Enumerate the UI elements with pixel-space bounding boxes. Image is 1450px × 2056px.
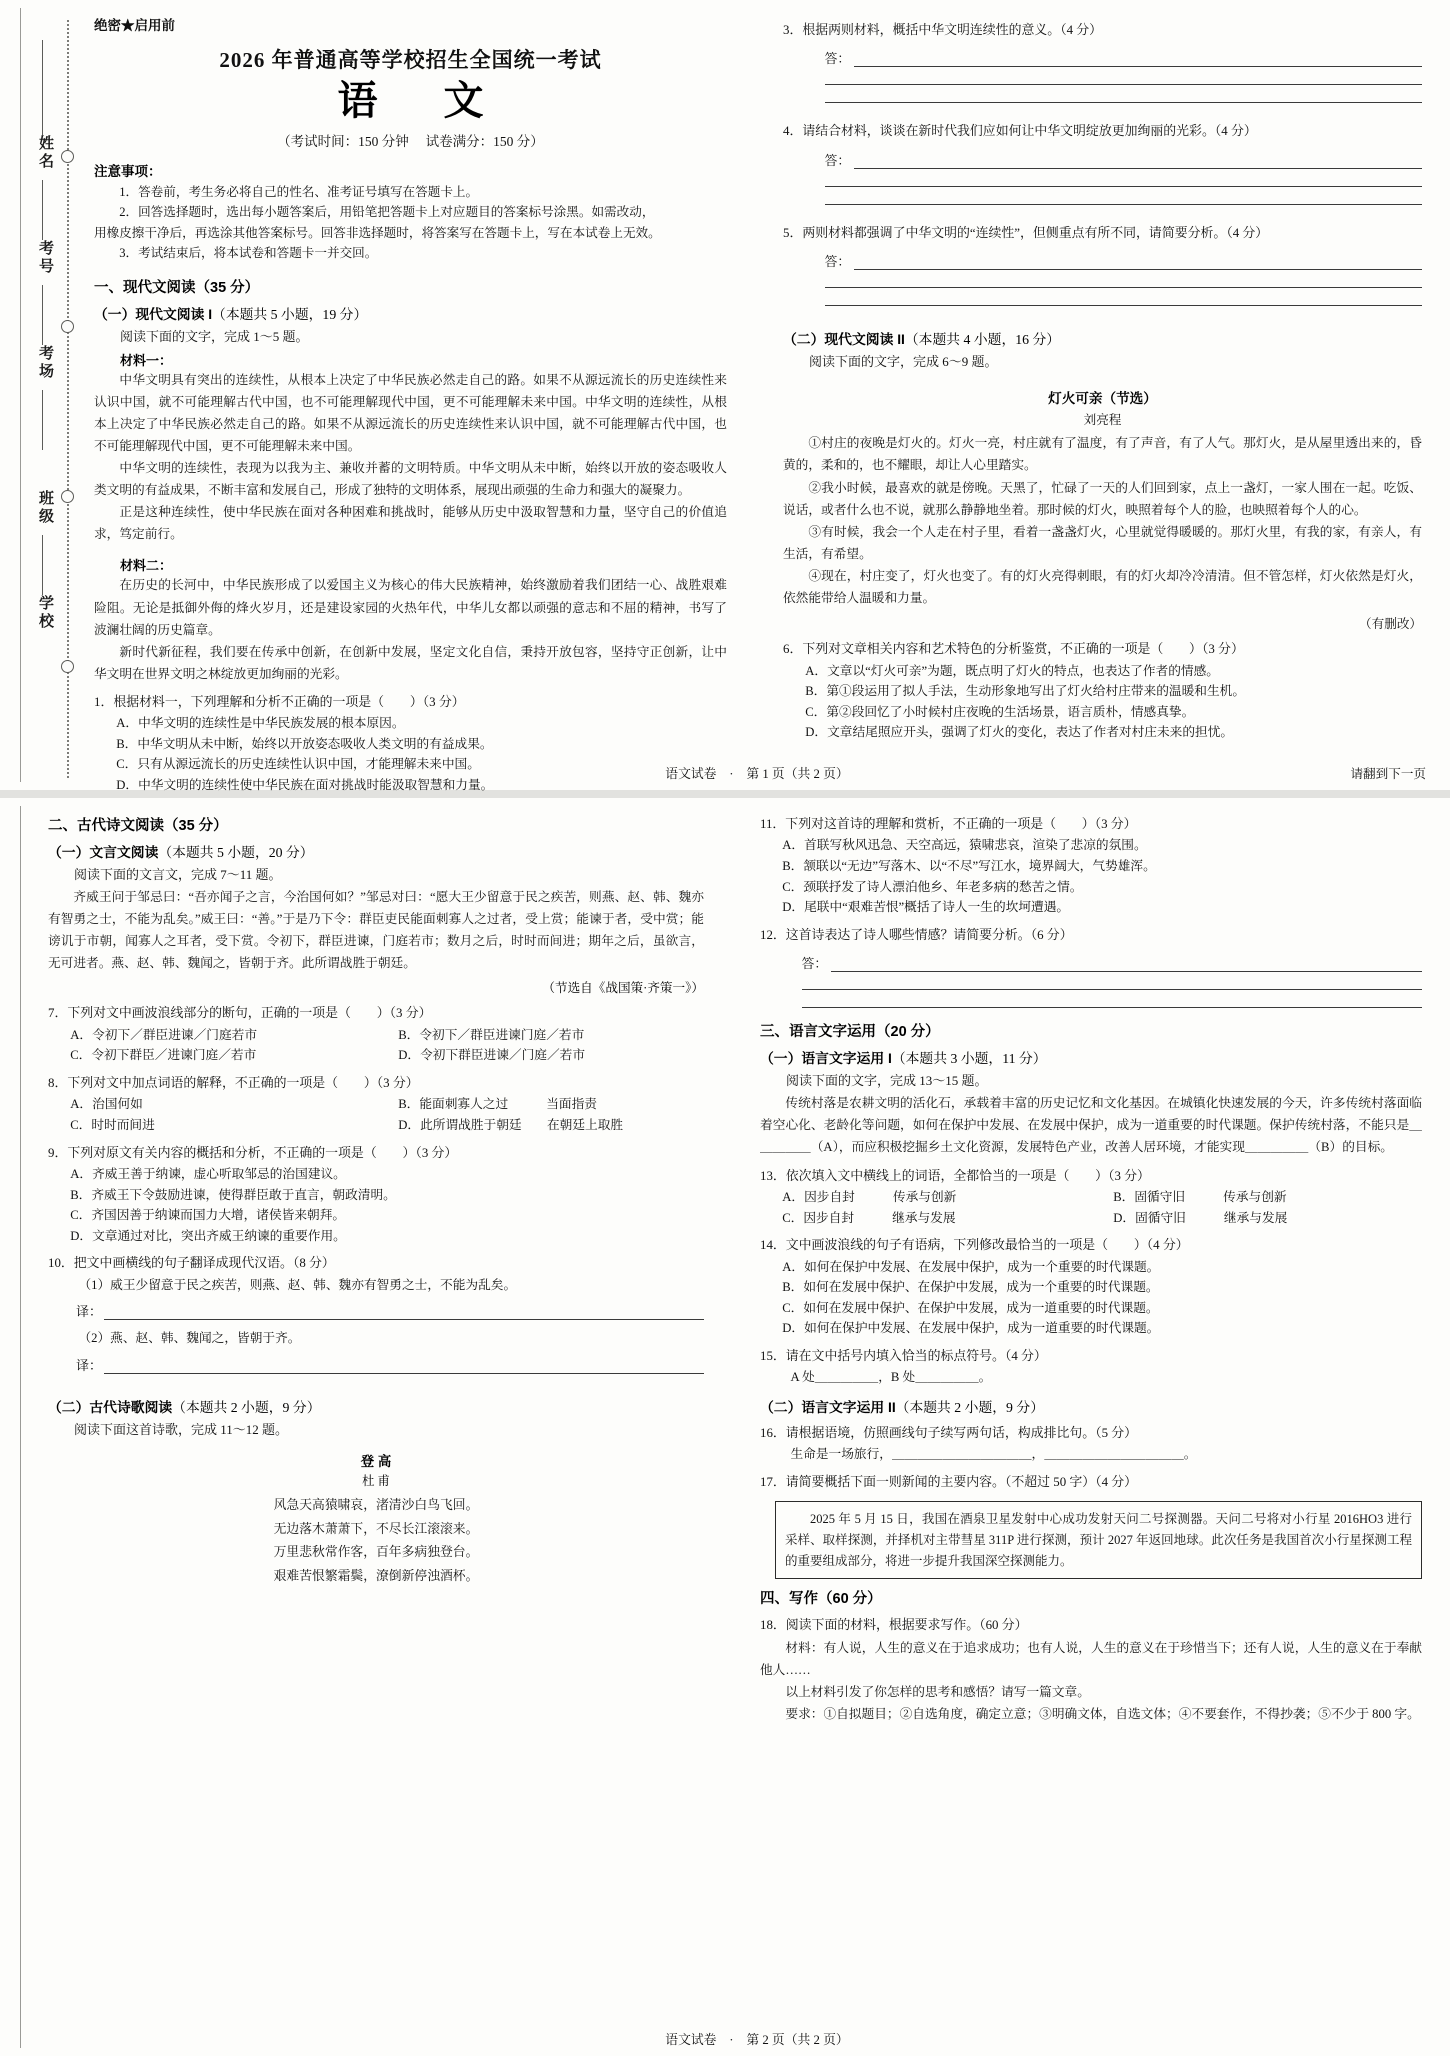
seal-divider-line	[42, 40, 43, 135]
article-source: （有删改）	[1359, 617, 1422, 632]
question-4-answer-row[interactable]	[783, 150, 1422, 169]
question-16: 16．请根据语境，仿照画线句子续写两句话，构成排比句。（5 分）	[760, 1425, 1138, 1440]
page1-footer	[86, 763, 1428, 782]
question-14-option-a[interactable]: A．如何在保护中发展、在发展中保护，成为一个重要的时代课题。	[782, 1259, 1160, 1274]
page2-footer	[86, 2029, 1428, 2048]
question-13-option-b[interactable]: B．固循守旧 传承与创新	[1113, 1189, 1287, 1204]
language-passage: 传统村落是农耕文明的活化石，承载着丰富的历史记忆和文化基因。在城镇化快速发展的今天，许多传统村落面临着空心化、老龄化等问题，如何在保护中发展、在发展中保护，成为一道重要的时代课题。保护传统村落，不能只是＿＿＿＿＿（A），而应积极挖掘乡土文化资源，发展特色产业，改善人居环境，才能实现＿＿＿＿＿（B）的目标。	[760, 1096, 1422, 1155]
question-7-option-c[interactable]: C．令初下群臣／进谏门庭／若市	[70, 1048, 257, 1063]
article-para: ②我小时候，最喜欢的就是傍晚。天黑了，忙碌了一天的人们回到家，点上一盏灯，一家人围在一起。吃饭、说话，或者什么也不说，就那么静静地坐着。那时候的灯火，映照着每个人的脸，也映照着每个人的心。	[783, 480, 1422, 517]
question-4: 4．请结合材料，谈谈在新时代我们应如何让中华文明绽放更加绚丽的光彩。（4 分）	[783, 124, 1257, 139]
answer-label: 答：	[824, 52, 851, 67]
page1-footer-text: 语文试卷 · 第 1 页（共 2 页）	[665, 767, 849, 781]
question-3-answer-row[interactable]	[783, 48, 1422, 67]
seal-label-school: 学校	[37, 595, 54, 631]
turn-page-note: 请翻到下一页	[1350, 767, 1426, 781]
reading-instruction: 阅读下面的文字，完成 13～15 题。	[786, 1073, 988, 1089]
answer-blank-line[interactable]	[825, 186, 1422, 187]
seal-hole-circle	[61, 320, 74, 333]
page2-footer-text: 语文试卷 · 第 2 页（共 2 页）	[665, 2033, 849, 2047]
question-1-option-d[interactable]: D．中华文明的连续性使中华民族在面对挑战时能汲取智慧和力量。	[116, 778, 494, 793]
article-para: ③有时候，我会一个人走在村子里，看着一盏盏灯火，心里就觉得暖暖的。那灯火里，有我的家，有亲人，有生活，有希望。	[783, 524, 1422, 561]
exam-page-1	[0, 0, 1450, 793]
question-8-options-row-2	[48, 1115, 704, 1136]
question-14: 14．文中画波浪线的句子有语病，下列修改最恰当的一项是（ ）（4 分）	[760, 1238, 1189, 1253]
subsection-heading-3-2	[760, 1396, 1422, 1416]
question-13-option-a[interactable]: A．因步自封 传承与创新	[782, 1189, 957, 1204]
answer-blank-line[interactable]	[854, 155, 1422, 169]
subsection-label: （一）文言文阅读	[48, 845, 159, 860]
question-11-option-a[interactable]: A．首联写秋风迅急、天空高远，猿啸悲哀，渲染了悲凉的氛围。	[782, 838, 1147, 853]
translate-blank-line[interactable]	[104, 1307, 704, 1320]
seal-hole-circle	[61, 150, 74, 163]
seal-margin-strip	[0, 0, 78, 790]
exam-meta: （考试时间：150 分钟 试卷满分：150 分）	[277, 134, 544, 149]
question-7-options-row-2	[48, 1045, 704, 1066]
answer-blank-line[interactable]	[825, 204, 1422, 205]
question-10-translate-row-1[interactable]	[76, 1301, 704, 1320]
notes-heading: 注意事项：	[94, 164, 162, 179]
reading-instruction: 阅读下面这首诗歌，完成 11～12 题。	[74, 1421, 289, 1437]
exam-title: 2026 年普通高等学校招生全国统一考试	[219, 48, 602, 72]
answer-label: 答：	[824, 255, 851, 270]
question-8-option-a[interactable]: A．治国何如	[70, 1097, 143, 1112]
answer-blank-line[interactable]	[854, 256, 1422, 270]
question-8-option-c[interactable]: C．时时而间进	[70, 1118, 155, 1133]
question-13-options-row-2	[760, 1208, 1422, 1229]
seal-outer-rule	[20, 806, 21, 2048]
reading-instruction: 阅读下面的文字，完成 1～5 题。	[120, 328, 309, 344]
subsection-heading-1-1	[94, 303, 727, 323]
material-1-para: 中华文明的连续性，表现为以我为主、兼收并蓄的文明特质。中华文明从未中断，始终以开放的姿态吸收人类文明的有益成果，不断丰富和发展自己，形成了独特的文明体系，展现出顽强的生命力和强大的凝聚力。	[94, 461, 727, 498]
question-12-answer-row[interactable]	[760, 953, 1422, 972]
seal-outer-rule	[20, 8, 21, 782]
question-7-option-b[interactable]: B．令初下／群臣进谏门庭／若市	[398, 1027, 585, 1042]
question-9-option-d[interactable]: D．文章通过对比，突出齐威王纳谏的重要作用。	[70, 1228, 346, 1243]
question-3: 3．根据两则材料，概括中华文明连续性的意义。（4 分）	[783, 23, 1103, 37]
question-5: 5．两则材料都强调了中华文明的“连续性”，但侧重点有所不同，请简要分析。（4 分）	[783, 225, 1269, 240]
seal-label-class: 班级	[37, 490, 54, 526]
question-9-option-c[interactable]: C．齐国因善于纳谏而国力大增，诸侯皆来朝拜。	[70, 1208, 346, 1223]
subsection-heading-1-2	[783, 328, 1422, 348]
question-8-options-row-1	[48, 1094, 704, 1115]
answer-blank-line[interactable]	[825, 84, 1422, 85]
question-18: 18．阅读下面的材料，根据要求写作。（60 分）	[760, 1618, 1028, 1633]
secret-notice: 绝密★启用前	[94, 18, 175, 33]
material-2-para: 在历史的长河中，中华民族形成了以爱国主义为核心的伟大民族精神，始终激励着我们团结一心、战胜艰难险阻。无论是抵御外侮的烽火岁月，还是建设家园的火热年代，中华儿女都以顽强的意志和不屈的精神，书写了波澜壮阔的历史篇章。	[94, 578, 727, 637]
question-10-item-1: （1）威王少留意于民之疾苦，则燕、赵、韩、魏亦有智勇之士，不能为乱矣。	[78, 1277, 517, 1292]
question-7-options-row-1	[48, 1025, 704, 1046]
page1-right-column	[757, 14, 1428, 756]
subsection-label: （二）古代诗歌阅读	[48, 1399, 173, 1415]
question-7-option-a[interactable]: A．令初下／群臣进谏／门庭若市	[70, 1027, 258, 1042]
question-1: 1．根据材料一，下列理解和分析不正确的一项是（ ）（3 分）	[94, 694, 465, 709]
question-12: 12．这首诗表达了诗人哪些情感？请简要分析。（6 分）	[760, 927, 1073, 942]
material-1-para: 正是这种连续性，使中华民族在面对各种困难和挑战时，能够从历史中汲取智慧和力量，坚守自己的价值追求，笃定前行。	[94, 505, 727, 542]
section-heading-1: 一、现代文阅读（35 分）	[94, 279, 260, 296]
subsection-detail: （本题共 2 小题，9 分）	[895, 1399, 1044, 1415]
question-6-option-b[interactable]: B．第①段运用了拟人手法，生动形象地写出了灯火给村庄带来的温暖和生机。	[805, 684, 1246, 699]
question-1-option-c[interactable]: C．只有从源远流长的历史连续性认识中国，才能理解未来中国。	[116, 757, 480, 772]
news-excerpt-box	[775, 1501, 1422, 1579]
subsection-detail: （本题共 3 小题，11 分）	[891, 1051, 1047, 1067]
section-heading-4: 四、写作（60 分）	[760, 1591, 882, 1608]
question-8: 8．下列对文中加点词语的解释，不正确的一项是（ ）（3 分）	[48, 1076, 419, 1091]
subject-title: 语 文	[337, 78, 512, 123]
question-10-item-2: （2）燕、赵、韩、魏闻之，皆朝于齐。	[78, 1331, 301, 1346]
material-2-para: 新时代新征程，我们要在传承中创新，在创新中发展，坚定文化自信，秉持开放包容，坚持守正创新，让中华文明在世界文明之林绽放更加绚丽的光彩。	[94, 644, 727, 681]
poem-line: 万里悲秋常作客，百年多病独登台。	[273, 1545, 479, 1560]
question-8-option-b[interactable]: B．能面刺寡人之过 当面指责	[398, 1097, 597, 1112]
translate-label: 译：	[76, 1358, 102, 1373]
answer-blank-line[interactable]	[831, 958, 1422, 972]
material-1-label: 材料一：	[120, 352, 173, 368]
poem-author: 杜 甫	[362, 1474, 390, 1489]
subsection-label: （二）语言文字运用 II	[760, 1399, 896, 1415]
question-17: 17．请简要概括下面一则新闻的主要内容。（不超过 50 字）（4 分）	[760, 1474, 1138, 1489]
note-item-continued: 用橡皮擦干净后，再选涂其他答案标号。回答非选择题时，将答案写在答题卡上，写在本试卷上无效。	[94, 225, 661, 240]
poem-line: 无边落木萧萧下，不尽长江滚滚来。	[273, 1521, 479, 1536]
page2-columns	[40, 812, 1428, 2022]
subsection-heading-3-1	[760, 1047, 1422, 1067]
note-item: 2．回答选择题时，选出每小题答案后，用铅笔把答题卡上对应题目的答案标号涂黑。如需改动，	[119, 205, 655, 220]
translate-blank-line[interactable]	[104, 1361, 704, 1374]
subsection-detail: （本题共 2 小题，9 分）	[172, 1399, 321, 1415]
answer-blank-line[interactable]	[802, 1007, 1422, 1008]
question-6-option-c[interactable]: C．第②段回忆了小时候村庄夜晚的生活场景，语言质朴，情感真挚。	[805, 704, 1195, 719]
essay-material: 材料：有人说，人生的意义在于追求成功；也有人说，人生的意义在于珍惜当下；还有人说，人生的意义在于奉献他人……	[760, 1640, 1422, 1677]
question-15: 15．请在文中括号内填入恰当的标点符号。（4 分）	[760, 1348, 1047, 1363]
translate-label: 译：	[76, 1305, 102, 1320]
seal-divider-line	[42, 535, 43, 595]
question-1-option-a[interactable]: A．中华文明的连续性是中华民族发展的根本原因。	[116, 716, 405, 731]
seal-label-exam-number: 考号	[37, 240, 54, 276]
question-7: 7．下列对文中画波浪线部分的断句，正确的一项是（ ）（3 分）	[48, 1006, 432, 1021]
answer-blank-line[interactable]	[854, 53, 1422, 67]
page2-right-column	[734, 812, 1428, 2022]
question-13-option-d[interactable]: D．固循守旧 继承与发展	[1113, 1210, 1288, 1225]
classical-text-para: 齐威王问于邹忌曰：“吾亦闻子之言，今治国何如？”邹忌对曰：“愿大王少留意于民之疾苦，则燕、赵、韩、魏亦有智勇之士，不能为乱矣。”威王曰：“善。”于是乃下令：群臣吏民能面刺寡人之过者，受上赏；能谏于者，受中赏；能谤讥于市朝，闻寡人之耳者，受下赏。令初下，群臣进谏，门庭若市；数月之后，时时而间进；期年之后，虽欲言，无可进者。燕、赵、韩、魏闻之，皆朝于齐。此所谓战胜于朝廷。	[48, 890, 704, 971]
note-item: 3．考试结束后，将本试卷和答题卡一并交回。	[119, 246, 378, 261]
question-11: 11．下列对这首诗的理解和赏析，不正确的一项是（ ）（3 分）	[760, 817, 1137, 831]
question-11-option-b[interactable]: B．颔联以“无边”写落木、以“不尽”写江水，境界阔大，气势雄浑。	[782, 859, 1156, 873]
subsection-detail: （本题共 5 小题，20 分）	[158, 845, 314, 860]
article-para: ①村庄的夜晚是灯火的。灯火一亮，村庄就有了温度，有了声音，有了人气。那灯火，是从屋里透出来的，昏黄的，柔和的，也不耀眼，却让人心里踏实。	[783, 436, 1422, 473]
news-excerpt-text: 2025 年 5 月 15 日，我国在酒泉卫星发射中心成功发射天问二号探测器。天问二号将对小行星 2016HO3 进行采样、取样探测，并择机对主带彗星 311P 进行探测，预计 2027 年返回地球。此次任务是我国首次小行星探测工程的重要组成部分，将进一步提升我国深空探测能力。	[785, 1512, 1412, 1568]
subsection-label: （一）现代文阅读 I	[94, 306, 213, 322]
answer-blank-line[interactable]	[825, 102, 1422, 103]
question-16-answer-line[interactable]: 生命是一场旅行，＿＿＿＿＿＿＿＿＿＿＿，＿＿＿＿＿＿＿＿＿＿＿。	[790, 1447, 1197, 1462]
material-2-label: 材料二：	[120, 558, 173, 574]
question-5-answer-row[interactable]	[783, 251, 1422, 270]
seal-divider-line	[42, 285, 43, 345]
article-title: 灯火可亲（节选）	[1048, 391, 1157, 407]
question-9-option-a[interactable]: A．齐威王善于纳谏，虚心听取邹忌的治国建议。	[70, 1167, 346, 1182]
question-11-option-d[interactable]: D．尾联中“艰难苦恨”概括了诗人一生的坎坷遭遇。	[782, 900, 1070, 915]
question-10-translate-row-2[interactable]	[76, 1355, 704, 1374]
classical-text-source: （节选自《战国策·齐策一》）	[542, 981, 704, 996]
question-6-option-a[interactable]: A．文章以“灯火可亲”为题，既点明了灯火的特点，也表达了作者的情感。	[805, 663, 1219, 678]
question-6-option-d[interactable]: D．文章结尾照应开头，强调了灯火的变化，表达了作者对村庄未来的担忧。	[805, 725, 1234, 740]
question-14-option-c[interactable]: C．如何在发展中保护、在保护中发展，成为一道重要的时代课题。	[782, 1300, 1159, 1315]
question-9: 9．下列对原文有关内容的概括和分析，不正确的一项是（ ）（3 分）	[48, 1145, 458, 1160]
answer-blank-line[interactable]	[825, 287, 1422, 288]
answer-blank-line[interactable]	[825, 305, 1422, 306]
question-15-answer-line[interactable]: A 处＿＿＿＿＿，B 处＿＿＿＿＿。	[790, 1370, 992, 1385]
article-author: 刘亮程	[1083, 413, 1122, 428]
question-14-option-d[interactable]: D．如何在保护中发展、在发展中保护，成为一道重要的时代课题。	[782, 1321, 1160, 1336]
poem-line: 艰难苦恨繁霜鬓，潦倒新停浊酒杯。	[273, 1569, 479, 1584]
answer-blank-line[interactable]	[802, 989, 1422, 990]
question-1-option-b[interactable]: B．中华文明从未中断，始终以开放姿态吸收人类文明的有益成果。	[116, 736, 493, 751]
reading-instruction: 阅读下面的文字，完成 6～9 题。	[809, 354, 998, 370]
question-14-option-b[interactable]: B．如何在发展中保护、在保护中发展，成为一个重要的时代课题。	[782, 1280, 1159, 1295]
question-6: 6．下列对文章相关内容和艺术特色的分析鉴赏，不正确的一项是（ ）（3 分）	[783, 642, 1244, 657]
poem-line: 风急天高猿啸哀，渚清沙白鸟飞回。	[273, 1498, 479, 1513]
seal-hole-circle	[61, 490, 74, 503]
essay-requirements: 要求：①自拟题目；②自选角度，确定立意；③明确文体，自选文体；④不要套作，不得抄袭；⑤不少于 800 字。	[785, 1706, 1420, 1721]
subsection-detail: （本题共 4 小题，16 分）	[904, 332, 1061, 348]
section-heading-2: 二、古代诗文阅读（35 分）	[48, 818, 228, 834]
subsection-heading-2-2	[48, 1396, 704, 1416]
seal-hole-circle	[61, 660, 74, 673]
essay-prompt: 以上材料引发了你怎样的思考和感悟？请写一篇文章。	[785, 1684, 1090, 1699]
question-13-options-row-1	[760, 1187, 1422, 1208]
question-11-option-c[interactable]: C．颈联抒发了诗人漂泊他乡、年老多病的愁苦之情。	[782, 879, 1083, 894]
question-8-option-d[interactable]: D．此所谓战胜于朝廷 在朝廷上取胜	[398, 1118, 624, 1133]
material-1-para: 中华文明具有突出的连续性，从根本上决定了中华民族必然走自己的路。如果不从源远流长的历史连续性来认识中国，就不可能理解古代中国，也不可能理解现代中国，更不可能理解未来中国。中华文明的连续性，从根本上决定了中华民族必然走自己的路。如果不从源远流长的历史连续性来认识中国，就不可能理解古代中国，也不可能理解现代中国，更不可能理解未来中国。	[94, 372, 727, 453]
question-9-option-b[interactable]: B．齐威王下令鼓励进谏，使得群臣敢于直言，朝政清明。	[70, 1187, 396, 1202]
subsection-label: （二）现代文阅读 II	[783, 332, 905, 348]
page2-left-column	[40, 812, 734, 2022]
seal-label-exam-room: 考场	[37, 345, 54, 381]
exam-page-2	[0, 798, 1450, 2056]
question-10: 10．把文中画横线的句子翻译成现代汉语。（8 分）	[48, 1256, 335, 1271]
answer-label: 答：	[824, 153, 851, 168]
poem-title: 登 高	[360, 1454, 392, 1470]
seal-divider-line	[42, 180, 43, 240]
section-heading-3: 三、语言文字运用（20 分）	[760, 1024, 940, 1041]
question-13-option-c[interactable]: C．因步自封 继承与发展	[782, 1210, 956, 1225]
subsection-label: （一）语言文字运用 I	[760, 1051, 892, 1067]
subsection-heading-2-1	[48, 841, 704, 861]
subsection-detail: （本题共 5 小题，19 分）	[212, 306, 368, 322]
seal-label-name: 姓名	[37, 135, 54, 171]
question-7-option-d[interactable]: D．令初下群臣进谏／门庭／若市	[398, 1048, 586, 1063]
article-para: ④现在，村庄变了，灯火也变了。有的灯火亮得刺眼，有的灯火却冷冷清清。但不管怎样，灯火依然是灯火，依然能带给人温暖和力量。	[783, 568, 1422, 606]
question-13: 13．依次填入文中横线上的词语，全都恰当的一项是（ ）（3 分）	[760, 1168, 1150, 1183]
seal-divider-line	[42, 390, 43, 450]
reading-instruction: 阅读下面的文言文，完成 7～11 题。	[74, 867, 282, 882]
note-item: 1．答卷前，考生务必将自己的性名、准考证号填写在答题卡上。	[119, 185, 479, 199]
answer-label: 答：	[801, 957, 828, 972]
